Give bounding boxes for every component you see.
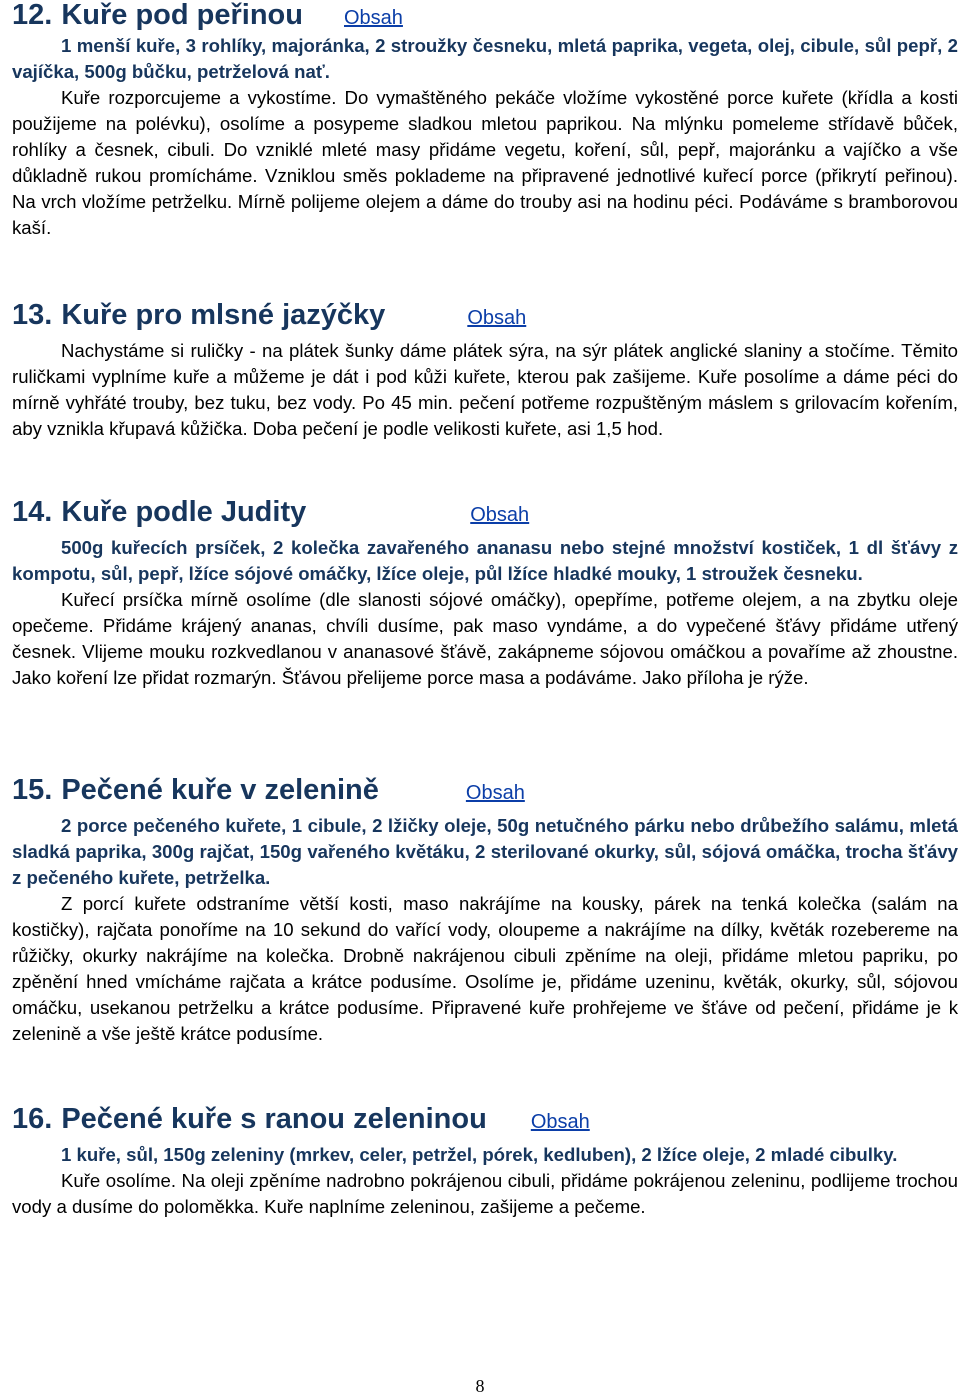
recipe-number: 16.	[12, 1103, 53, 1135]
recipe-15	[12, 775, 958, 1047]
recipe-ingredients: 2 porce pečeného kuřete, 1 cibule, 2 lžičky oleje, 50g netučného párku nebo drůbežího salámu, mletá sladká paprika, 300g rajčat, 150g vařeného květáku, 2 sterilované okurky, sůl, sójová omáčka, trocha šťávy z pečeného kuřete, petrželka.	[12, 815, 958, 888]
recipe-heading	[12, 497, 958, 527]
recipe-ingredients: 500g kuřecích prsíček, 2 kolečka zavařeného ananasu nebo stejné množství kostiček, 1 dl šťávy z kompotu, sůl, pepř, lžíce sójové omáčky, lžíce oleje, půl lžíce hladké mouky, 1 stroužek česneku.	[12, 537, 958, 584]
recipe-instructions: Z porcí kuřete odstraníme větší kosti, maso nakrájíme na kousky, párek na tenká kolečka (salám na kostičky), rajčata ponoříme na 10 sekund do vařící vody, oloupeme a nakrájíme na dílky, květák rozebereme na růžičky, okurky nakrájíme na kolečka. Drobně nakrájenou cibuli zpěníme na oleji, přidáme mletou papriku, po zpěnění hned vmícháme rajčata a krátce podusíme. Osolíme je, přidáme uzeninu, květák, okurky, sůl, sójovou omáčku, usekanou petrželku a krátce podusíme. Připravené kuře prohřejeme ve šťáve od pečení, přidáme je k zelenině a vše ještě krátce podusíme.	[12, 893, 958, 1044]
recipe-14	[12, 497, 958, 691]
page-number: 8	[475, 1376, 485, 1396]
recipe-title: Pečené kuře v zelenině	[61, 774, 379, 806]
obsah-link[interactable]: Obsah	[467, 307, 527, 329]
obsah-link[interactable]: Obsah	[344, 7, 403, 29]
obsah-link[interactable]: Obsah	[530, 1111, 590, 1133]
recipe-number: 12.	[12, 0, 53, 31]
recipe-heading	[12, 300, 958, 330]
recipe-16	[12, 1104, 958, 1220]
recipe-ingredients: 1 kuře, sůl, 150g zeleniny (mrkev, celer, petržel, pórek, kedluben), 2 lžíce oleje, 2 mladé cibulky.	[61, 1144, 898, 1165]
recipe-12	[12, 0, 958, 241]
recipe-title: Kuře pro mlsné jazýčky	[61, 299, 386, 331]
obsah-link[interactable]: Obsah	[465, 782, 525, 804]
recipe-number: 13.	[12, 299, 53, 331]
recipe-instructions: Kuřecí prsíčka mírně osolíme (dle slanosti sójové omáčky), opepříme, potřeme olejem, a na zbytku oleje opečeme. Přidáme krájený ananas, chvíli dusíme, pak maso vyndáme, a do vypečené šťávy přidáme utřený česnek. Vlijeme mouku rozkvedlanou v ananasové šťávě, zakápneme sójovou omáčkou a povaříme až zhoustne. Jako koření lze přidat rozmarýn. Šťávou přelijeme porce masa a podáváme. Jako příloha je rýže.	[12, 589, 958, 688]
recipe-number: 14.	[12, 496, 53, 528]
recipe-heading	[12, 0, 958, 30]
recipe-title: Kuře pod peřinou	[61, 0, 303, 31]
recipe-heading	[12, 1104, 958, 1134]
obsah-link[interactable]: Obsah	[470, 504, 530, 526]
recipe-13	[12, 300, 958, 442]
recipe-heading	[12, 775, 958, 805]
recipe-title: Pečené kuře s ranou zeleninou	[61, 1103, 487, 1135]
recipe-instructions: Nachystáme si ruličky - na plátek šunky dáme plátek sýra, na sýr plátek anglické slaniny a stočíme. Těmito ruličkami vyplníme kuře a můžeme je dát i pod kůži kuřete, kterou pak zašijeme. Kuře posolíme a dáme péci do mírně vyhřáté trouby, bez tuku, bez vody. Po 45 min. pečení potřeme rozpuštěným máslem s grilovacím kořením, aby vznikla křupavá kůžička. Doba pečení je podle velikosti kuřete, asi 1,5 hod.	[12, 340, 958, 439]
recipe-instructions: Kuře osolíme. Na oleji zpěníme nadrobno pokrájenou cibuli, přidáme pokrájenou zeleninu, podlijeme trochou vody a dusíme do poloměkka. Kuře naplníme zeleninou, zašijeme a pečeme.	[12, 1170, 958, 1217]
recipe-ingredients: 1 menší kuře, 3 rohlíky, majoránka, 2 stroužky česneku, mletá paprika, vegeta, olej, cibule, sůl pepř, 2 vajíčka, 500g bůčku, petrželová nať.	[12, 35, 958, 82]
recipe-number: 15.	[12, 774, 53, 806]
recipe-instructions: Kuře rozporcujeme a vykostíme. Do vymaštěného pekáče vložíme vykostěné porce kuřete (křídla a kosti použijeme na polévku), osolíme a posypeme sladkou mletou paprikou. Na mlýnku pomeleme střídavě bůček, rohlíky a česnek, cibuli. Do vzniklé mleté masy přidáme vegetu, koření, sůl, pepř, majoránku a vajíčko a vše důkladně rukou promícháme. Vzniklou směs poklademe na připravené jednotlivé kuřecí porce (přikrytí peřinou). Na vrch vložíme petrželku. Mírně polijeme olejem a dáme do trouby asi na hodinu péci. Podáváme s bramborovou kaší.	[12, 87, 958, 238]
recipe-title: Kuře podle Judity	[61, 496, 307, 528]
